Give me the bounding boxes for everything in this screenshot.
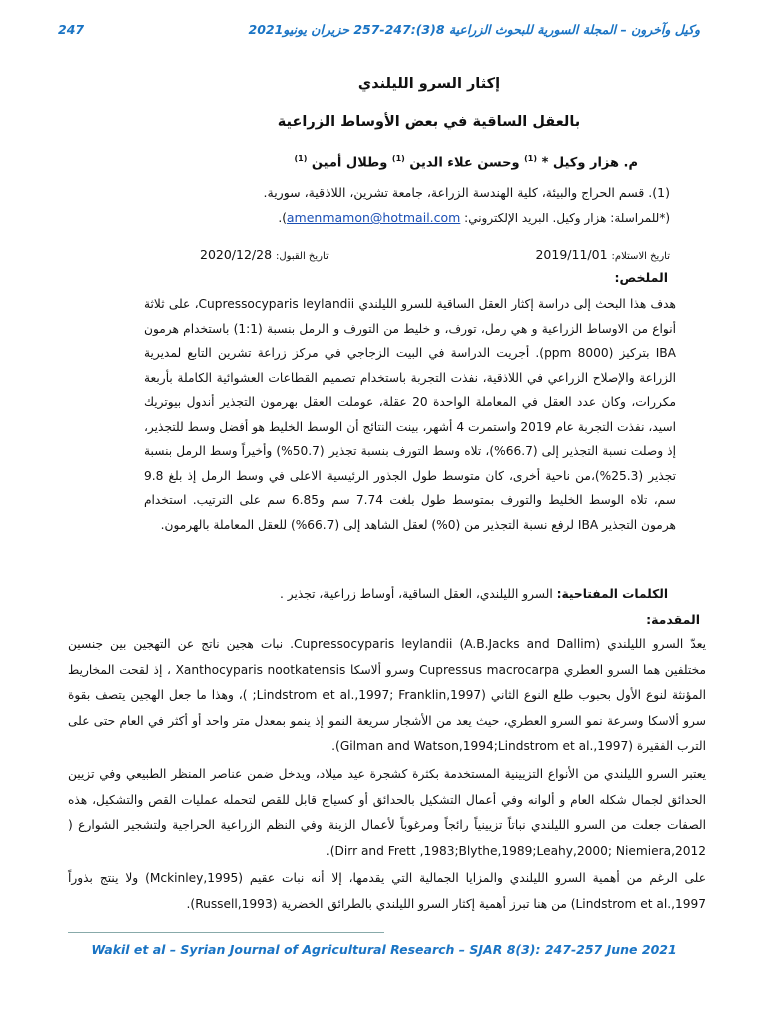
page-number: 247 <box>58 22 85 37</box>
email-link[interactable]: amenmamon@hotmail.com <box>286 210 461 225</box>
correspondence-suffix: ). <box>278 211 287 225</box>
journal-reference: وكيل وآخرون – المجلة السورية للبحوث الزراعية 8(3):247-257 حزيران يونيو2021 <box>248 22 700 37</box>
title-line-2: بالعقل الساقية في بعض الأوساط الزراعية <box>277 114 581 130</box>
received-value: 2019/11/01 <box>535 247 608 262</box>
accepted-date <box>200 247 329 262</box>
accepted-value: 2020/12/28 <box>200 247 273 262</box>
footer-rule <box>68 932 384 933</box>
author-2: وحسن علاء الدين <box>409 155 520 171</box>
abstract-heading: الملخص: <box>614 270 668 285</box>
received-label: تاريخ الاستلام: <box>611 251 670 262</box>
abstract-text: هدف هذا البحث إلى دراسة إكثار العقل الساقية للسرو الليلندي Cupressocyparis leylandii، على ثلاثة أنواع من الاوساط الزراعية و هي رمل، تورف، و خليط من التورف و الرمل بنسبة (1:1) باستخدام هرمون IBA بتركيز (8000 ppm). أجريت الدراسة في البيت الزجاجي في مركز زراعة تشرين التابع لمديرية الزراعة والإصلاح الزراعي في اللاذقية، نفذت التجربة باستخدام تصميم القطاعات العشوائية الكاملة بأربعة مكررات، وكان عدد العقل في المعاملة الواحدة 20 عقلة، عوملت العقل بهرمون التجذير أندول بيوتريك اسيد، نفذت التجربة عام 2019 واستمرت 4 أشهر، بينت النتائج أن الوسط الخليط هو أفضل وسط للتجذير، إذ وصلت نسبة التجذير إلى (66.7%)، تلاه وسط التورف بنسبة تجذير (50.7%) وأخيراً وسط الرمل بنسبة تجذير (25.3%)،من ناحية أخرى، كان متوسط طول الجذور الرئيسية الاعلى في وسط الرمل إذ بلغ 9.8 سم، تلاه الوسط الخليط والتورف بمتوسط طول بلغت 7.74 سم و6.85 سم على الترتيب. استخدام هرمون التجذير IBA لرفع نسبة التجذير من (0%) لعقل الشاهد إلى (66.7%) للعقل المعاملة بالهرمون. <box>144 297 677 532</box>
correspondence-prefix: (*للمراسلة: هزار وكيل. البريد الإلكتروني: <box>464 211 670 225</box>
affiliation: (1). قسم الحراج والبيئة، كلية الهندسة الزراعة، جامعة تشرين، اللاذقية، سورية. <box>263 185 670 200</box>
keywords <box>280 587 668 601</box>
author-1: م. هزار وكيل * <box>541 155 638 171</box>
author-3-affil: (1) <box>294 154 308 163</box>
introduction-heading: المقدمة: <box>646 612 700 627</box>
intro-paragraph-3: على الرغم من أهمية السرو الليلندي والمزايا الجمالية التي يقدمها، إلا أنه نبات عقيم (Mckinley,1995) ولا ينتج بذوراً Lindstrom et al.,1997) من هنا تبرز أهمية إكثار السرو الليلندي بالطرائق الخضرية (Russell,1993). <box>68 871 706 911</box>
intro-paragraph-1: يعدّ السرو الليلندي (Cupressocyparis leylandii (A.B.Jacks and Dallim. نبات هجين ناتج عن التهجين بين جنسين مختلفين هما السرو العطري Cupressus macrocarpa وسرو ألاسكا Xanthocyparis nootkatensis ، إذ لقحت المخاريط المؤنثة لنوع الأول بحبوب طلع النوع الثاني (Lindstrom et al.,1997; Franklin,1997; )، وهذا ما جعل الهجين يتصف بقوة سرو ألاسكا وسرعة نمو السرو العطري، حيث يعد من الأشجار سريعة النمو إذ ينمو بمعدل متر واحد أو أكثر في العام حتى على الترب الفقيرة (Gilman and Watson,1994;Lindstrom et al.,1997). <box>68 637 707 753</box>
keywords-text: السرو الليلندي، العقل الساقية، أوساط زراعية، تجذير . <box>279 587 553 601</box>
correspondence <box>278 210 670 225</box>
dates-row <box>200 247 670 267</box>
title-line-1: إكثار السرو الليلندي <box>357 76 501 92</box>
keywords-label: الكلمات المفتاحية: <box>556 587 668 601</box>
footer-citation: Wakil et al – Syrian Journal of Agricultural Research – SJAR 8(3): 247-257 June 2021 <box>91 942 677 957</box>
accepted-label: تاريخ القبول: <box>276 251 329 262</box>
author-3: وطلال أمين <box>311 155 388 171</box>
intro-paragraph-2: يعتبر السرو الليلندي من الأنواع التزيينية المستخدمة بكثرة كشجرة عيد ميلاد، ويدخل ضمن عناصر المنظر الطبيعي وفي تزيين الحدائق لجمال شكله العام و ألوانه وفي أعمال التشكيل بالحدائق أو كسياج قابل للقص لتحمله عمليات القص والتشكيل، هذه الصفات جعلت من السرو الليلندي نباتاً تزيينياً رائجاً ومرغوباً لأعمال الزينة وفي النظم الزراعية الحراجية ولتشجير الشوارع ( Dirr and Frett ,1983;Blythe,1989;Leahy,2000; Niemiera,2012). <box>68 767 706 858</box>
author-list <box>294 154 638 170</box>
running-header <box>58 22 700 44</box>
author-1-affil: (1) <box>524 154 538 163</box>
received-date <box>535 247 670 262</box>
author-2-affil: (1) <box>391 154 405 163</box>
